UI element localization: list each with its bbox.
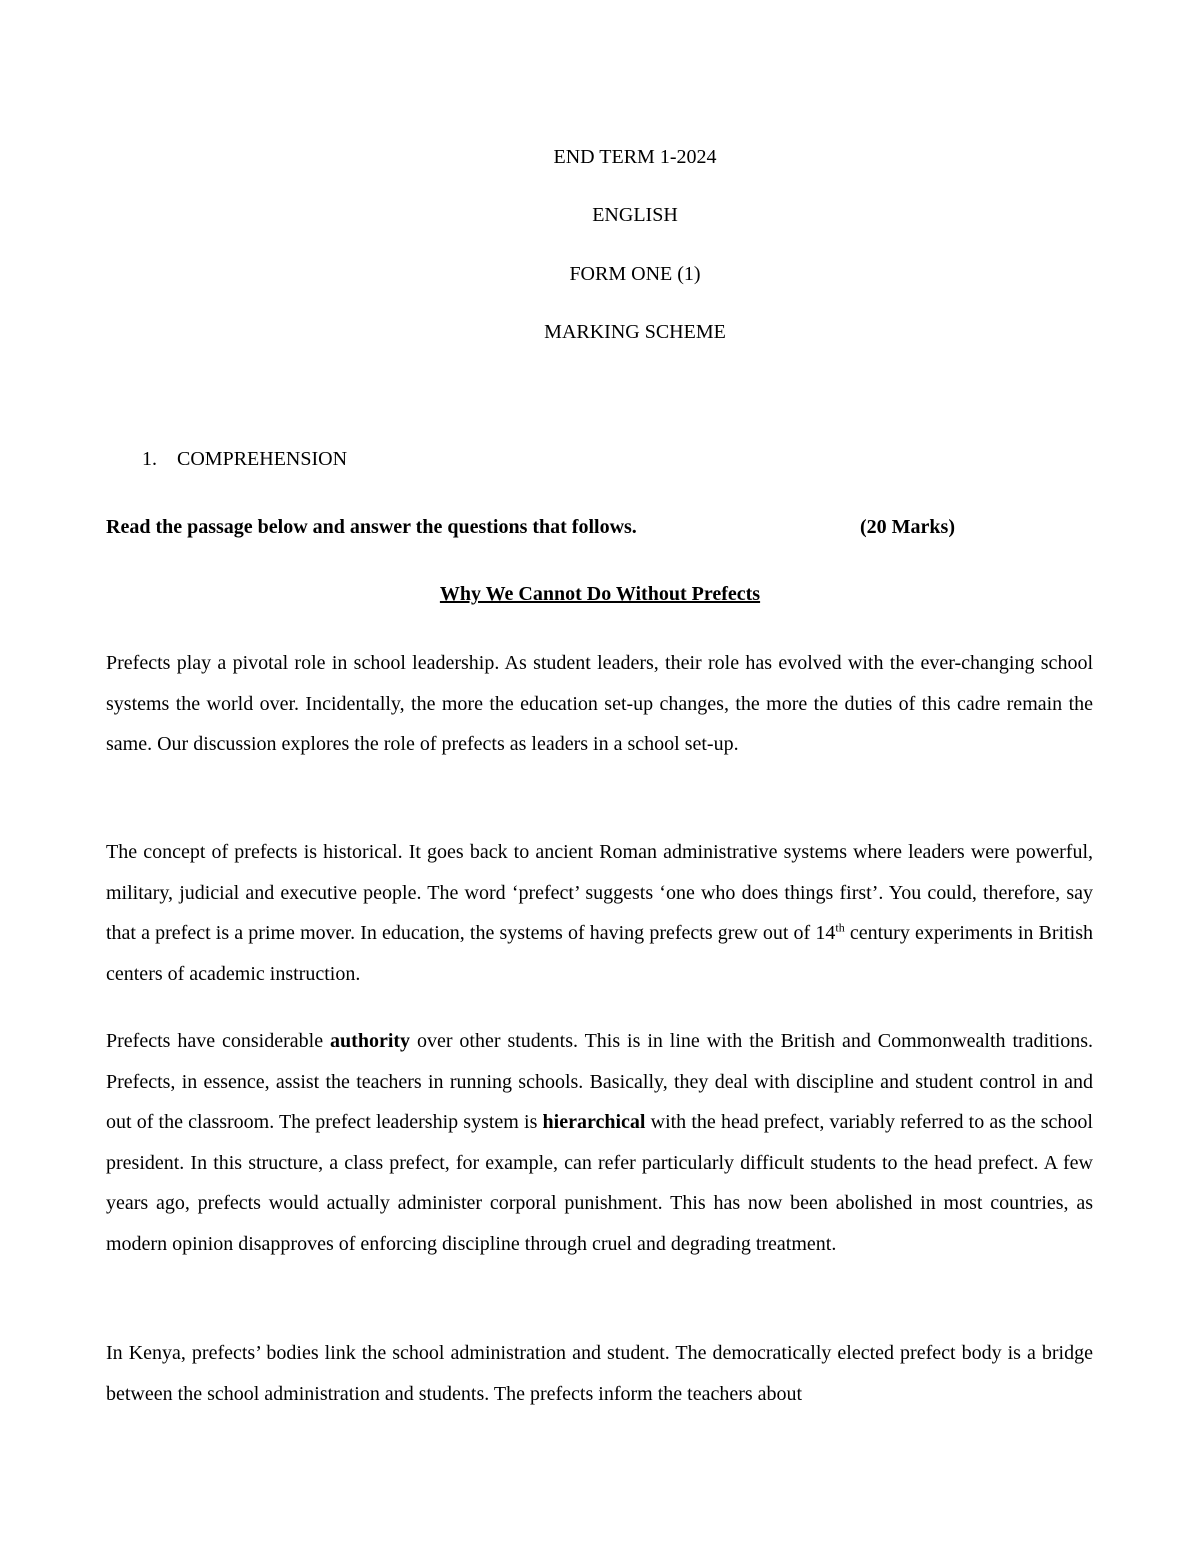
- marks-allocation: (20 Marks): [860, 516, 955, 538]
- form-title: FORM ONE (1): [569, 263, 701, 285]
- passage-paragraph: [106, 832, 1093, 994]
- paragraph-text: The concept of prefects is historical. It goes back to ancient Roman administrative systems where leaders were powerful, military, judicial and executive people. The word ‘prefect’ suggests ‘one who does things first’. You could, therefore, say that a prefect is a prime mover. In education, the systems of having prefects grew out of 14: [106, 841, 1093, 945]
- paragraph-text: century experiments in British centers of academic instruction.: [106, 922, 1093, 985]
- passage-paragraph: In Kenya, prefects’ bodies link the school administration and student. The democratically elected prefect body is a bridge between the school administration and students. The prefects inform the teachers about: [106, 1342, 1093, 1405]
- passage-paragraph: [106, 1021, 1093, 1265]
- vocabulary-word: authority: [330, 1030, 411, 1052]
- paragraph-text: over other students. This is in line with the British and Commonwealth traditions. Prefects, in essence, assist the teachers in running schools. Basically, they deal with discipline and student control in and out of the classroom. The prefect leadership system is: [106, 1030, 1094, 1134]
- paragraph-text: Prefects have considerable: [106, 1030, 331, 1052]
- passage-title: Why We Cannot Do Without Prefects: [439, 583, 761, 605]
- instruction-text: Read the passage below and answer the questions that follows.: [106, 516, 637, 538]
- subject-title: ENGLISH: [592, 204, 678, 226]
- section-title: COMPREHENSION: [177, 448, 348, 470]
- passage-paragraph: Prefects play a pivotal role in school leadership. As student leaders, their role has evolved with the ever-changing school systems the world over. Incidentally, the more the education set-up changes, the more the duties of this cadre remain the same. Our discussion explores the role of prefects as leaders in a school set-up.: [106, 652, 1093, 756]
- instruction: [106, 515, 986, 539]
- vocabulary-word: hierarchical: [542, 1111, 646, 1134]
- ordinal-suffix: th: [835, 920, 845, 935]
- section-number: 1.: [142, 448, 157, 470]
- scheme-title: MARKING SCHEME: [544, 321, 726, 343]
- paragraph-text: with the head prefect, variably referred to as the school president. In this structure, a class prefect, for example, can refer particularly difficult students to the head prefect. A few years ago, prefects would actually administer corporal punishment. This has now been abolished in most countries, as modern opinion disapproves of enforcing discipline through cruel and degrading treatment.: [106, 1111, 1093, 1255]
- section-heading: [142, 447, 347, 471]
- exam-title: END TERM 1-2024: [553, 146, 717, 168]
